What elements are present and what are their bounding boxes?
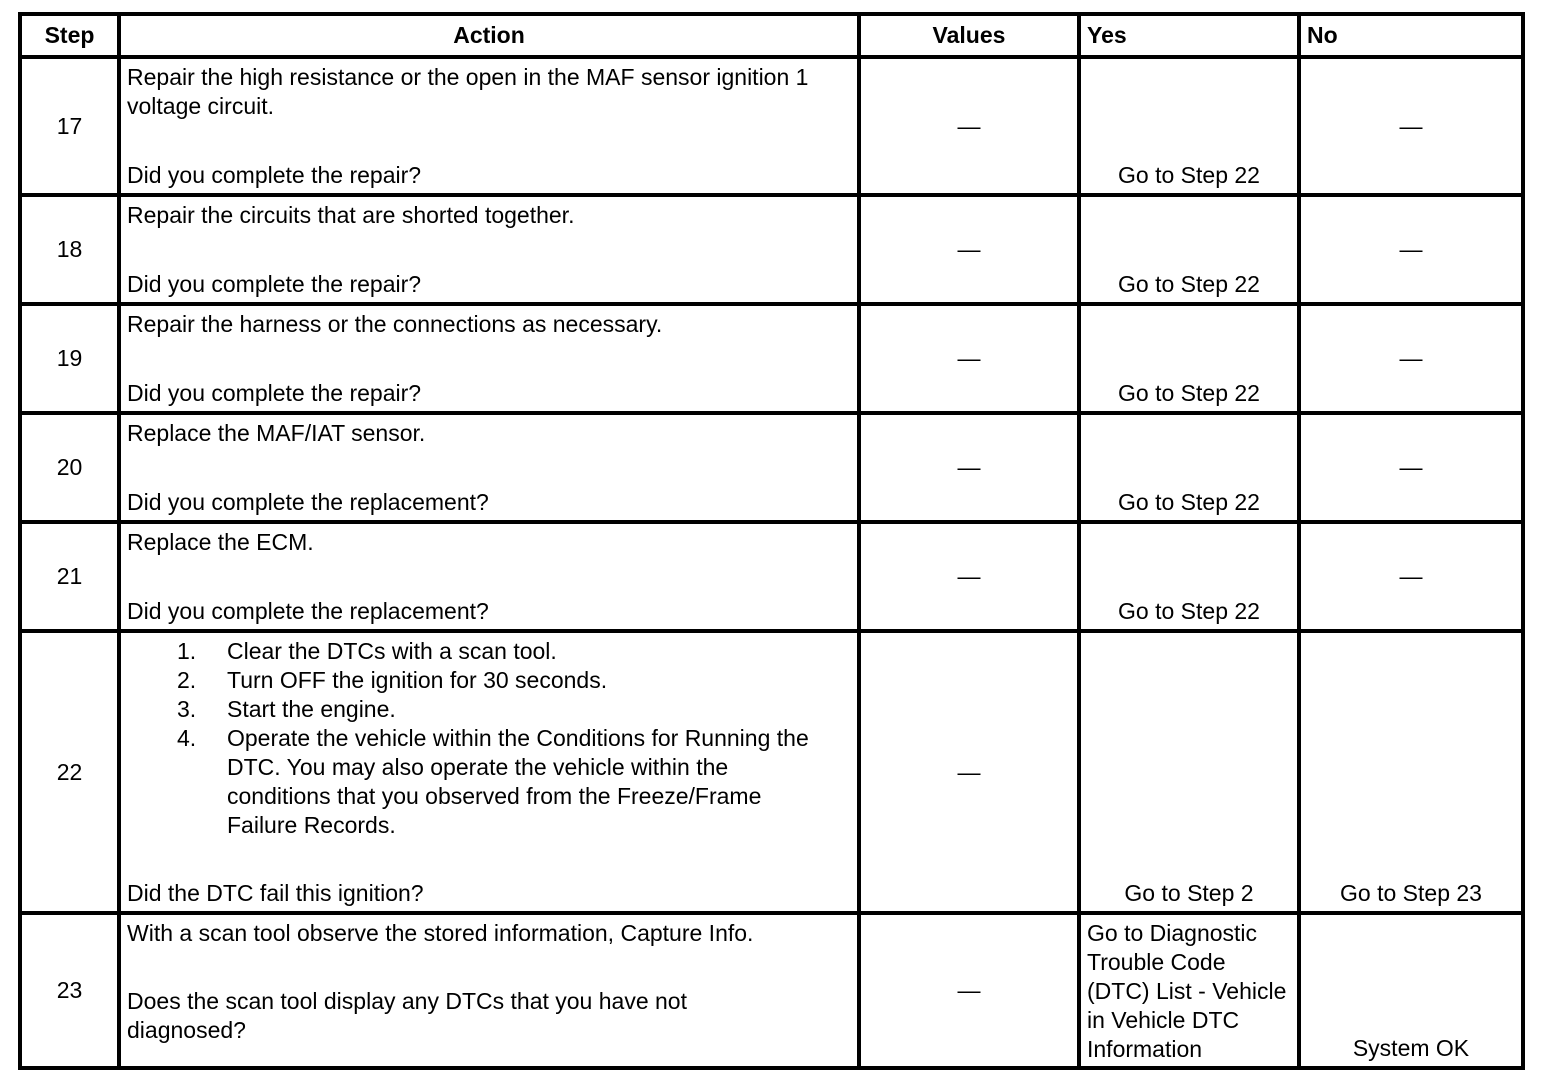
header-values: Values (859, 14, 1079, 57)
procedure-list (127, 637, 851, 840)
yes-cell (1079, 631, 1299, 913)
table-row (20, 631, 1523, 913)
no-cell: — (1299, 195, 1523, 304)
yes-link: Go to Diagnostic Trouble Code (DTC) List - Vehicle in Vehicle DTC Information (1087, 920, 1287, 1062)
no-cell: — (1299, 57, 1523, 195)
table-row (20, 413, 1523, 522)
yes-cell (1079, 413, 1299, 522)
action-cell (119, 522, 859, 631)
yes-cell (1079, 304, 1299, 413)
yes-link: Go to Step 22 (1118, 162, 1260, 188)
step-number: 23 (20, 913, 119, 1068)
action-question: Did the DTC fail this ignition? (127, 880, 424, 906)
table-row (20, 522, 1523, 631)
action-cell (119, 304, 859, 413)
action-cell (119, 913, 859, 1068)
yes-link: Go to Step 22 (1118, 380, 1260, 406)
no-cell: — (1299, 304, 1523, 413)
action-question: Did you complete the replacement? (127, 489, 489, 515)
action-cell (119, 57, 859, 195)
action-cell (119, 413, 859, 522)
yes-link: Go to Step 22 (1118, 598, 1260, 624)
yes-cell (1079, 57, 1299, 195)
step-number: 18 (20, 195, 119, 304)
values-cell: — (859, 631, 1079, 913)
values-cell: — (859, 57, 1079, 195)
action-text: Repair the harness or the connections as necessary. (127, 311, 663, 337)
action-text: Repair the circuits that are shorted together. (127, 202, 575, 228)
no-cell: — (1299, 522, 1523, 631)
header-action: Action (119, 14, 859, 57)
yes-link: Go to Step 22 (1118, 489, 1260, 515)
values-cell: — (859, 913, 1079, 1068)
action-text: Replace the ECM. (127, 529, 314, 555)
header-yes: Yes (1079, 14, 1299, 57)
action-text: Repair the high resistance or the open in the MAF sensor ignition 1 voltage circuit. (127, 64, 809, 119)
list-item: 3. Start the engine. (177, 696, 396, 722)
table-row (20, 195, 1523, 304)
action-text: With a scan tool observe the stored information, Capture Info. (127, 920, 754, 946)
action-question: Did you complete the repair? (127, 271, 422, 297)
no-cell (1299, 913, 1523, 1068)
no-link: System OK (1352, 1035, 1470, 1061)
values-cell: — (859, 522, 1079, 631)
step-number: 20 (20, 413, 119, 522)
table-row (20, 304, 1523, 413)
step-number: 17 (20, 57, 119, 195)
list-item: 1. Clear the DTCs with a scan tool. (177, 638, 557, 664)
action-text: Replace the MAF/IAT sensor. (127, 420, 426, 446)
step-number: 21 (20, 522, 119, 631)
step-number: 19 (20, 304, 119, 413)
table-row (20, 57, 1523, 195)
yes-cell (1079, 195, 1299, 304)
values-cell: — (859, 413, 1079, 522)
values-cell: — (859, 304, 1079, 413)
list-item: 4. Operate the vehicle within the Conditions for Running the DTC. You may also operate the vehicle within the conditions that you observed from the Freeze/Frame Failure Records. (177, 725, 809, 838)
diagnostic-table (18, 12, 1525, 1070)
no-cell (1299, 631, 1523, 913)
yes-link: Go to Step 2 (1124, 880, 1254, 906)
header-row (20, 14, 1523, 57)
action-cell (119, 631, 859, 913)
yes-link: Go to Step 22 (1118, 271, 1260, 297)
no-cell: — (1299, 413, 1523, 522)
values-cell: — (859, 195, 1079, 304)
no-link: Go to Step 23 (1340, 880, 1482, 906)
list-item: 2. Turn OFF the ignition for 30 seconds. (177, 667, 608, 693)
header-step: Step (20, 14, 119, 57)
step-number: 22 (20, 631, 119, 913)
table-row (20, 913, 1523, 1068)
yes-cell (1079, 522, 1299, 631)
action-question: Does the scan tool display any DTCs that you have not diagnosed? (127, 988, 687, 1043)
action-question: Did you complete the repair? (127, 162, 422, 188)
header-no: No (1299, 14, 1523, 57)
action-question: Did you complete the repair? (127, 380, 422, 406)
action-cell (119, 195, 859, 304)
yes-cell (1079, 913, 1299, 1068)
action-question: Did you complete the replacement? (127, 598, 489, 624)
